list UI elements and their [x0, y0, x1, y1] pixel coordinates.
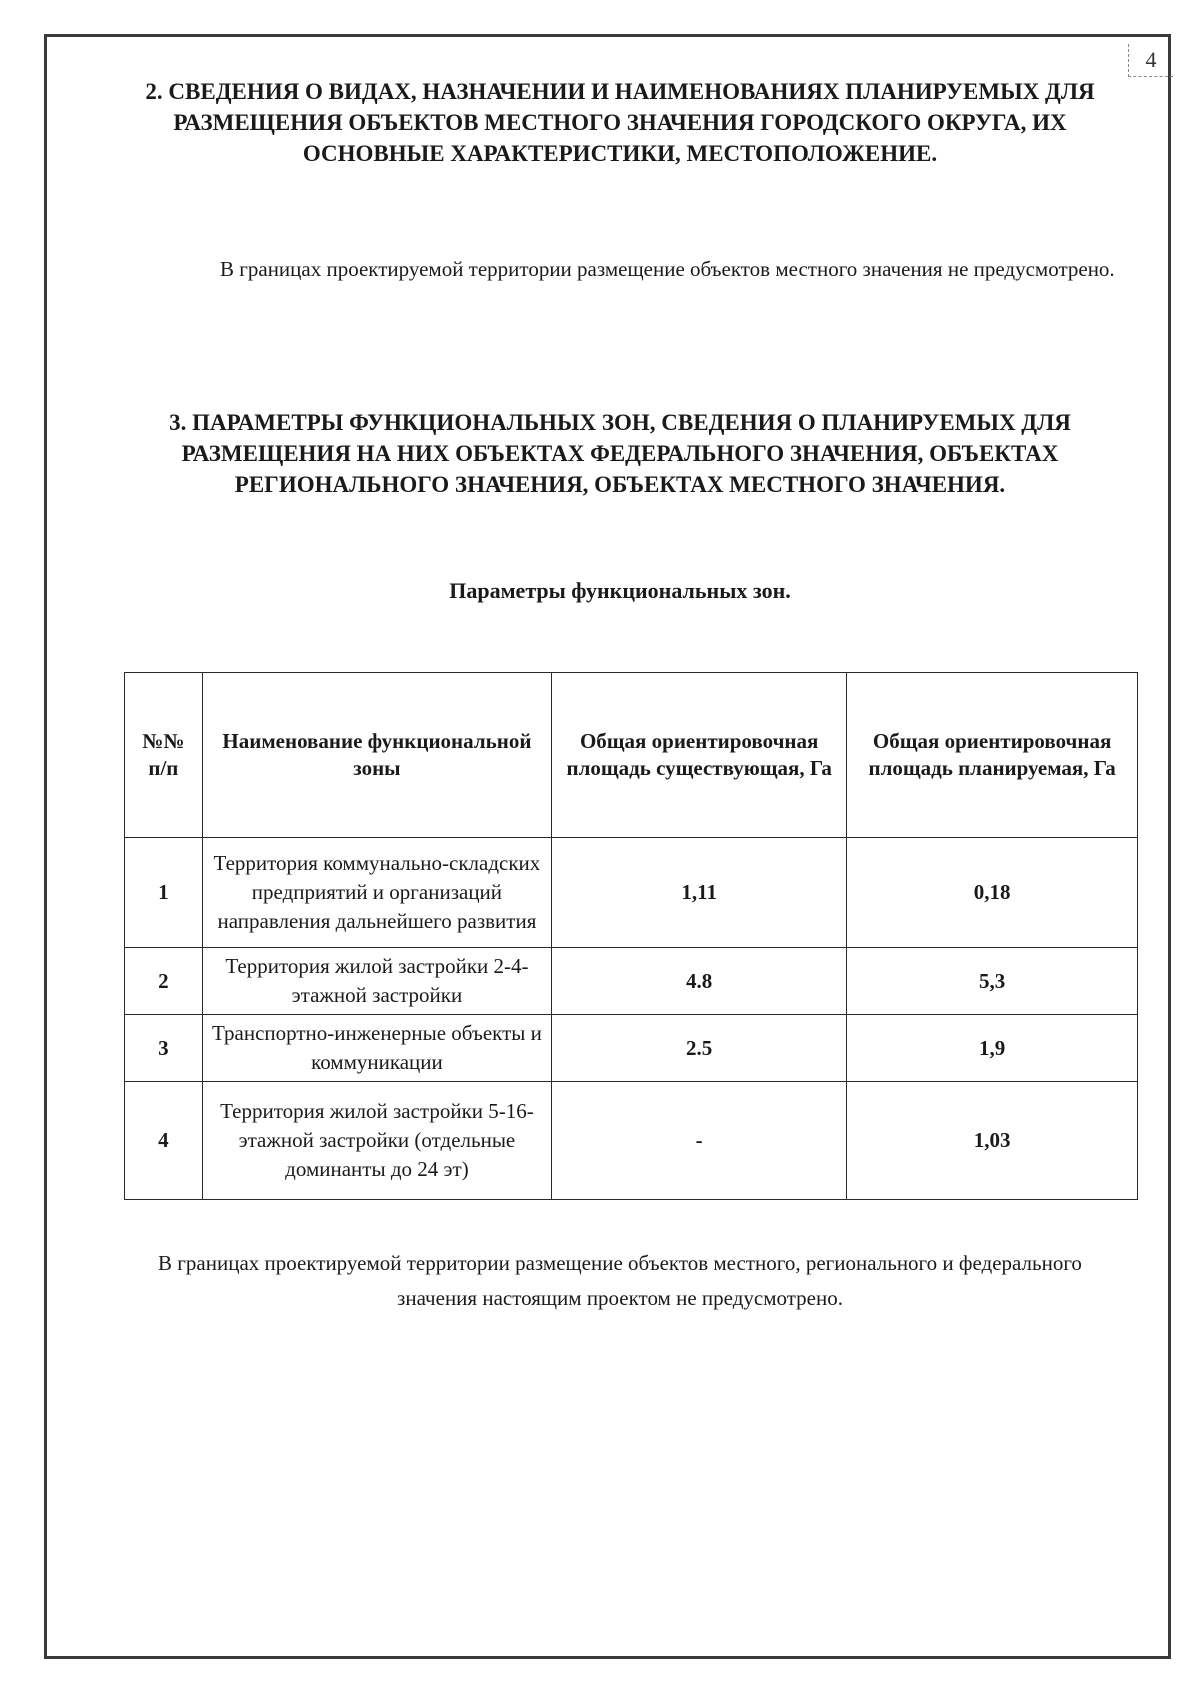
row-number: 1: [125, 838, 203, 948]
table-row: [125, 1015, 1138, 1082]
row-zone-name: Территория жилой застройки 5-16-этажной застройки (отдельные доминанты до 24 эт): [202, 1082, 551, 1200]
row-zone-name: Транспортно-инженерные объекты и коммуникации: [202, 1015, 551, 1082]
table-row: [125, 948, 1138, 1015]
table-header-row: [125, 673, 1138, 838]
zones-table: [124, 672, 1138, 1200]
header-planned-area: Общая ориентировочная площадь планируемая, Га: [847, 673, 1138, 838]
section-3-heading: 3. ПАРАМЕТРЫ ФУНКЦИОНАЛЬНЫХ ЗОН, СВЕДЕНИЯ О ПЛАНИРУЕМЫХ ДЛЯ РАЗМЕЩЕНИЯ НА НИХ ОБЪЕКТАХ ФЕДЕРАЛЬНОГО ЗНАЧЕНИЯ, ОБЪЕКТАХ РЕГИОНАЛЬНОГО ЗНАЧЕНИЯ, ОБЪЕКТАХ МЕСТНОГО ЗНАЧЕНИЯ.: [169, 410, 1071, 497]
row-planned-area: 0,18: [847, 838, 1138, 948]
row-number: 3: [125, 1015, 203, 1082]
row-zone-name: Территория коммунально-складских предприятий и организаций направления дальнейшего развития: [202, 838, 551, 948]
row-planned-area: 5,3: [847, 948, 1138, 1015]
row-planned-area: 1,9: [847, 1015, 1138, 1082]
row-existing-area: 2.5: [552, 1015, 847, 1082]
section-3-text: В границах проектируемой территории размещение объектов местного, регионального и федерального значения настоящим проектом не предусмотрено.: [158, 1251, 1082, 1310]
page-number: 4: [1128, 44, 1173, 77]
table-row: [125, 1082, 1138, 1200]
header-number: №№ п/п: [125, 673, 203, 838]
row-zone-name: Территория жилой застройки 2-4-этажной застройки: [202, 948, 551, 1015]
row-number: 2: [125, 948, 203, 1015]
row-existing-area: 4.8: [552, 948, 847, 1015]
row-number: 4: [125, 1082, 203, 1200]
section-2-text: В границах проектируемой территории размещение объектов местного значения не предусмотрено.: [220, 257, 1115, 281]
row-existing-area: 1,11: [552, 838, 847, 948]
header-zone-name: Наименование функциональной зоны: [202, 673, 551, 838]
table-caption: Параметры функциональных зон.: [449, 578, 791, 603]
table-row: [125, 838, 1138, 948]
section-2-heading: 2. СВЕДЕНИЯ О ВИДАХ, НАЗНАЧЕНИИ И НАИМЕНОВАНИЯХ ПЛАНИРУЕМЫХ ДЛЯ РАЗМЕЩЕНИЯ ОБЪЕКТОВ МЕСТНОГО ЗНАЧЕНИЯ ГОРОДСКОГО ОКРУГА, ИХ ОСНОВНЫЕ ХАРАКТЕРИСТИКИ, МЕСТОПОЛОЖЕНИЕ.: [145, 79, 1095, 166]
row-existing-area: -: [552, 1082, 847, 1200]
row-planned-area: 1,03: [847, 1082, 1138, 1200]
header-existing-area: Общая ориентировочная площадь существующая, Га: [552, 673, 847, 838]
